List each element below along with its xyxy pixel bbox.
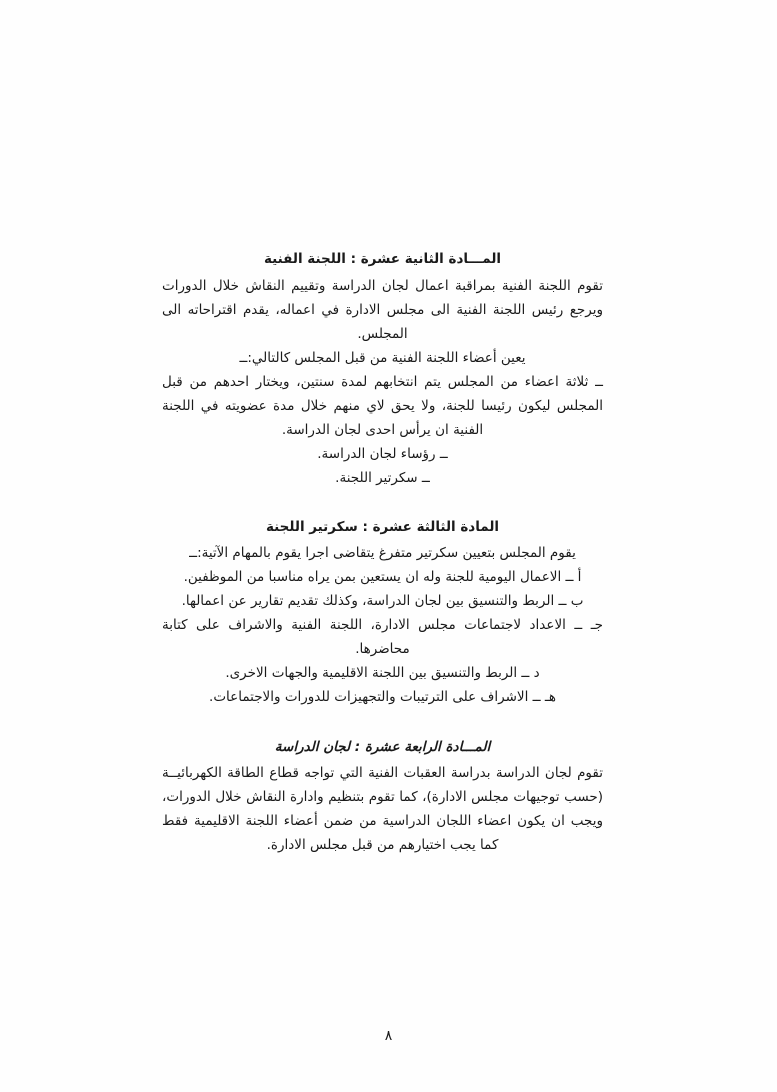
list-item: ــ رؤساء لجان الدراسة. (317, 445, 448, 462)
page-number: ٨ (384, 1028, 393, 1044)
section-heading: المـــادة الرابعة عشرة : لجان الدراسة (274, 738, 491, 755)
section-article-14 (162, 736, 603, 858)
section-paragraph: يعين أعضاء اللجنة الفنية من قبل المجلس كالتالي:ــ (239, 349, 526, 366)
list-item: أ ــ الاعمال اليومية للجنة وله ان يستعين بمن يراه مناسبا من الموظفين. (183, 569, 582, 586)
section-article-12 (162, 248, 603, 490)
list-item: ــ سكرتير اللجنة. (335, 469, 430, 486)
list-item: ب ــ الربط والتنسيق بين لجان الدراسة، وكذلك تقديم تقارير عن اعمالها. (181, 593, 584, 610)
section-article-13 (162, 516, 603, 710)
section-paragraph: تقوم اللجنة الفنية بمراقبة اعمال لجان الدراسة وتقييم النقاش خلال الدورات ويرجع رئيس اللجنة الفنية الى مجلس الادارة في اعماله، يقدم اقتراحاته الى المجلس. (162, 277, 603, 342)
list-item: جـ ــ الاعداد لاجتماعات مجلس الادارة، اللجنة الفنية والاشراف على كتابة محاضرها. (162, 617, 603, 658)
section-list (162, 370, 603, 490)
list-item: ــ ثلاثة اعضاء من المجلس يتم انتخابهم لمدة سنتين، ويختار احدهم من قبل المجلس ليكون رئيسا للجنة، ولا يحق لاي منهم خلال مدة عضويته في اللجنة الفنية ان يرأس احدى لجان الدراسة. (162, 373, 603, 438)
document-body (162, 248, 603, 857)
list-item: د ــ الربط والتنسيق بين اللجنة الاقليمية والجهات الاخرى. (225, 665, 540, 682)
section-heading: المـــادة الثانية عشرة : اللجنة الفنية (263, 251, 502, 267)
section-heading: المادة الثالثة عشرة : سكرتير اللجنة (265, 518, 500, 535)
section-paragraph: تقوم لجان الدراسة بدراسة العقبات الفنية التي تواجه قطاع الطاقة الكهربائيــة (حسب توجيهات مجلس الادارة)، كما تقوم بتنظيم وادارة النقاش خلال الدورات، ويجب ان يكون اعضاء اللجان الدراسية من ضمن أعضاء اللجنة الاقليمية فقط كما يجب اختيارهم من قبل مجلس الادارة. (162, 765, 603, 854)
section-list (162, 565, 603, 709)
list-item: هـ ــ الاشراف على الترتيبات والتجهيزات للدورات والاجتماعات. (209, 689, 556, 706)
section-paragraph: يقوم المجلس بتعيين سكرتير متفرغ يتقاضى اجرا يقوم بالمهام الآتية:ــ (189, 545, 576, 562)
